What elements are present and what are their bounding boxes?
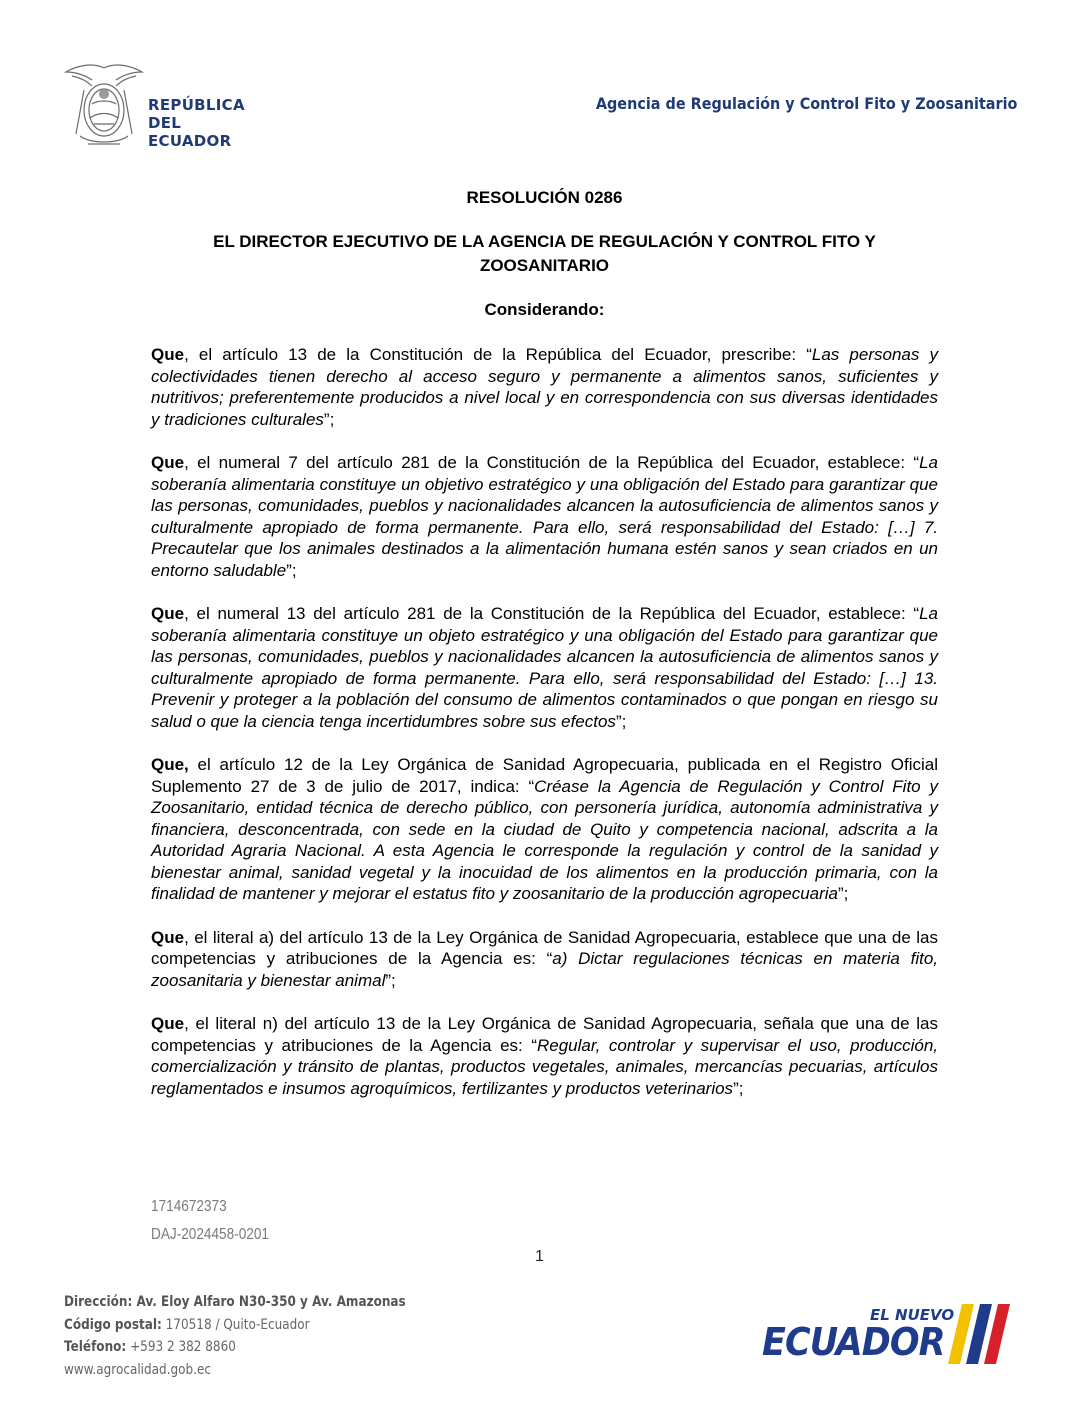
considerando-paragraph: Que, el numeral 13 del artículo 281 de la Constitución de la República del Ecuador, establece: “La soberanía alimentaria constituye un objeto estratégico y una obligación del Estado para garantizar que las personas, comunidades, pueblos y nacionalidades alcancen la autosuficiencia de alimentos sanos y culturalmente apropiado de forma permanente. Para ello, será responsabilidad del Estado: […] 13. Prevenir y proteger a la población del consumo de alimentos contaminados o que pongan en riesgo su salud o que la ciencia tenga incertidumbres sobre sus efectos”; — [151, 604, 938, 731]
republic-logo — [62, 60, 262, 152]
page-number: 1 — [535, 1248, 544, 1265]
document-code-id: 1714672373 — [151, 1198, 227, 1215]
considerando-paragraph: Que, el numeral 7 del artículo 281 de la Constitución de la República del Ecuador, establece: “La soberanía alimentaria constituye un objetivo estratégico y una obligación del Estado para garantizar que las personas, comunidades, pueblos y nacionalidades alcancen la autosuficiencia de alimentos sanos y culturalmente apropiado de forma permanente. Para ello, será responsabilidad del Estado: […] 7. Precautelar que los animales destinados a la alimentación humana estén sanos y sean criados en un entorno saludable”; — [151, 453, 938, 580]
footer-address: Dirección: Av. Eloy Alfaro N30-350 y Av. Amazonas — [64, 1294, 406, 1310]
footer-postal: Código postal: 170518 / Quito-Ecuador — [64, 1316, 310, 1333]
footer-website: www.agrocalidad.gob.ec — [64, 1361, 212, 1378]
flag-stripes-icon — [946, 1302, 1016, 1368]
considerando-paragraph: Que, el artículo 12 de la Ley Orgánica de Sanidad Agropecuaria, publicada en el Registro Oficial Suplemento 27 de 3 de julio de 2017, indica: “Créase la Agencia de Regulación y Control Fito y Zoosanitario, entidad técnica de derecho público, con personería jurídica, autonomía administrativa y financiera, desconcentrada, con sede en la ciudad de Quito y competencia nacional, adscrita a la Autoridad Agraria Nacional. A esta Agencia le corresponde la regulación y control de la sanidad y bienestar animal, sanidad vegetal y la inocuidad de los alimentos en la producción primaria, con la finalidad de mantener y mejorar el estatus fito y zoosanitario de la producción agropecuaria”; — [151, 755, 938, 903]
considerando-paragraph: Que, el literal a) del artículo 13 de la Ley Orgánica de Sanidad Agropecuaria, establece que una de las competencias y atribuciones de la Agencia es: “a) Dictar regulaciones técnicas en materia fito, zoosanitaria y bienestar animal”; — [151, 927, 939, 990]
issuing-authority: EL DIRECTOR EJECUTIVO DE LA AGENCIA DE REGULACIÓN Y CONTROL FITO Y ZOOSANITARIO — [213, 232, 876, 275]
country-line-2: DEL ECUADOR — [148, 114, 232, 150]
agency-header: Agencia de Regulación y Control Fito y Zoosanitario — [595, 94, 1017, 113]
considerando-paragraph: Que, el literal n) del artículo 13 de la Ley Orgánica de Sanidad Agropecuaria, señala que una de las competencias y atribuciones de la Agencia es: “Regular, controlar y supervisar el uso, producción, comercialización y tránsito de plantas, productos vegetales, animales, mercancías pecuarias, artículos reglamentados e insumos agroquímicos, fertilizantes y productos veterinarios”; — [151, 1014, 939, 1098]
document-code-ref: DAJ-2024458-0201 — [151, 1226, 269, 1243]
brand-wordmark: ECUADOR — [762, 1320, 945, 1364]
country-line-1: REPÚBLICA — [148, 96, 245, 114]
country-name — [148, 96, 262, 150]
considerando-paragraph: Que, el artículo 13 de la Constitución de la República del Ecuador, prescribe: “Las personas y colectividades tienen derecho al acceso seguro y permanente a alimentos sanos, suficientes y nutritivos; preferentemente producidos a nivel local y en correspondencia con sus diversas identidades y tradiciones culturales”; — [151, 345, 938, 429]
considering-heading: Considerando: — [484, 300, 605, 319]
resolution-title: RESOLUCIÓN 0286 — [466, 188, 623, 207]
coat-of-arms-icon — [62, 60, 146, 152]
document-body — [151, 186, 938, 1099]
brand-tagline: EL NUEVO — [870, 1306, 955, 1324]
footer-phone: Teléfono: +593 2 382 8860 — [64, 1339, 236, 1355]
footer-contact — [64, 1291, 484, 1381]
el-nuevo-ecuador-logo — [760, 1302, 1020, 1374]
